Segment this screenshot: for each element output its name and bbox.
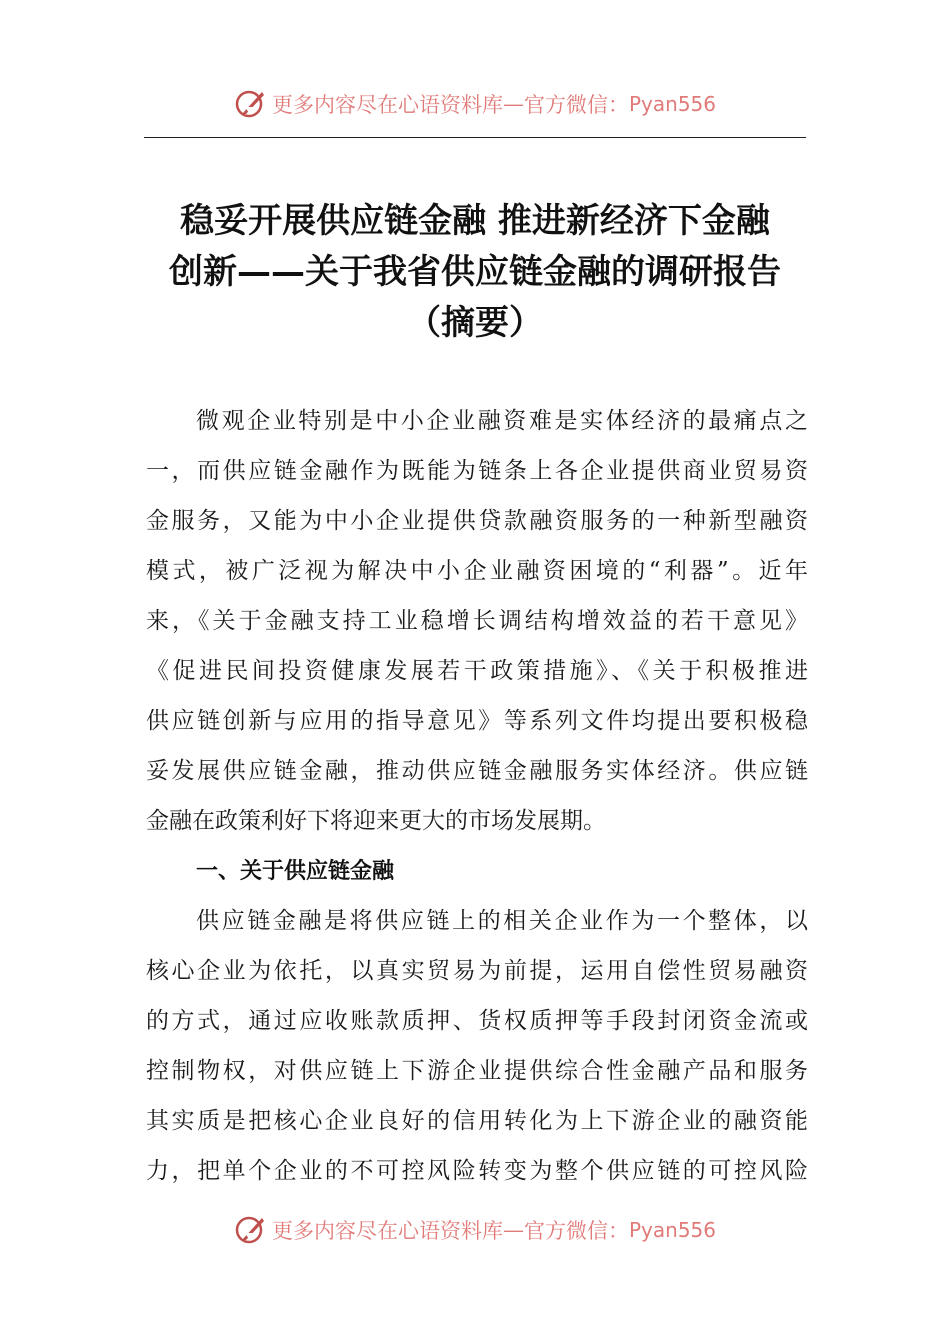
banner-separator: —: [502, 92, 524, 116]
body-line: 核心企业为依托，以真实贸易为前提，运用自偿性贸易融资: [146, 958, 808, 984]
quill-logo-icon: [234, 87, 268, 121]
quill-logo-icon: [234, 1213, 268, 1247]
section-heading-text: 一、关于供应链金融: [196, 859, 395, 884]
document-body: [146, 396, 808, 1196]
body-line: 金服务，又能为中小企业提供贷款融资服务的一种新型融资: [146, 508, 808, 534]
section-heading: [146, 846, 808, 896]
banner-wechat-label: 官方微信：: [523, 1219, 629, 1243]
body-line: 微观企业特别是中小企业融资难是实体经济的最痛点之: [196, 408, 808, 434]
body-line: 力，把单个企业的不可控风险转变为整个供应链的可控风险: [146, 1158, 808, 1184]
banner-separator: —: [502, 1218, 524, 1242]
body-line: 供应链创新与应用的指导意见》等系列文件均提出要积极稳: [146, 708, 808, 734]
banner-wechat-label: 官方微信：: [523, 93, 629, 117]
body-line: 的方式，通过应收账款质押、货权质押等手段封闭资金流或: [146, 1008, 808, 1034]
body-line: 妥发展供应链金融，推动供应链金融服务实体经济。供应链: [146, 758, 808, 784]
banner-wechat-id: Pyan556: [628, 92, 716, 116]
banner-wechat-id: Pyan556: [628, 1218, 716, 1242]
banner-slogan: 更多内容尽在心语资料库: [271, 93, 503, 117]
footer-watermark-banner: [0, 1208, 950, 1252]
body-line: 金融在政策利好下将迎来更大的市场发展期。: [146, 808, 606, 834]
title-line: 创新——关于我省供应链金融的调研报告: [169, 252, 781, 292]
body-line: 一，而供应链金融作为既能为链条上各企业提供商业贸易资: [146, 458, 808, 484]
body-line: 模式，被广泛视为解决中小企业融资困境的“利器”。近年: [146, 558, 808, 584]
body-line: 来，《关于金融支持工业稳增长调结构增效益的若干意见》: [146, 608, 808, 634]
body-line: 控制物权，对供应链上下游企业提供综合性金融产品和服务: [146, 1058, 808, 1084]
body-line: 《促进民间投资健康发展若干政策措施》、《关于积极推进: [146, 658, 808, 684]
banner-slogan: 更多内容尽在心语资料库: [271, 1219, 503, 1243]
document-title: [140, 196, 810, 349]
header-divider: [144, 137, 806, 138]
header-watermark-banner: [0, 82, 950, 126]
title-line: 稳妥开展供应链金融 推进新经济下金融: [180, 201, 770, 241]
body-line: 供应链金融是将供应链上的相关企业作为一个整体，以: [196, 908, 808, 934]
title-line: （摘要）: [407, 303, 543, 343]
body-line: 其实质是把核心企业良好的信用转化为上下游企业的融资能: [146, 1108, 808, 1134]
